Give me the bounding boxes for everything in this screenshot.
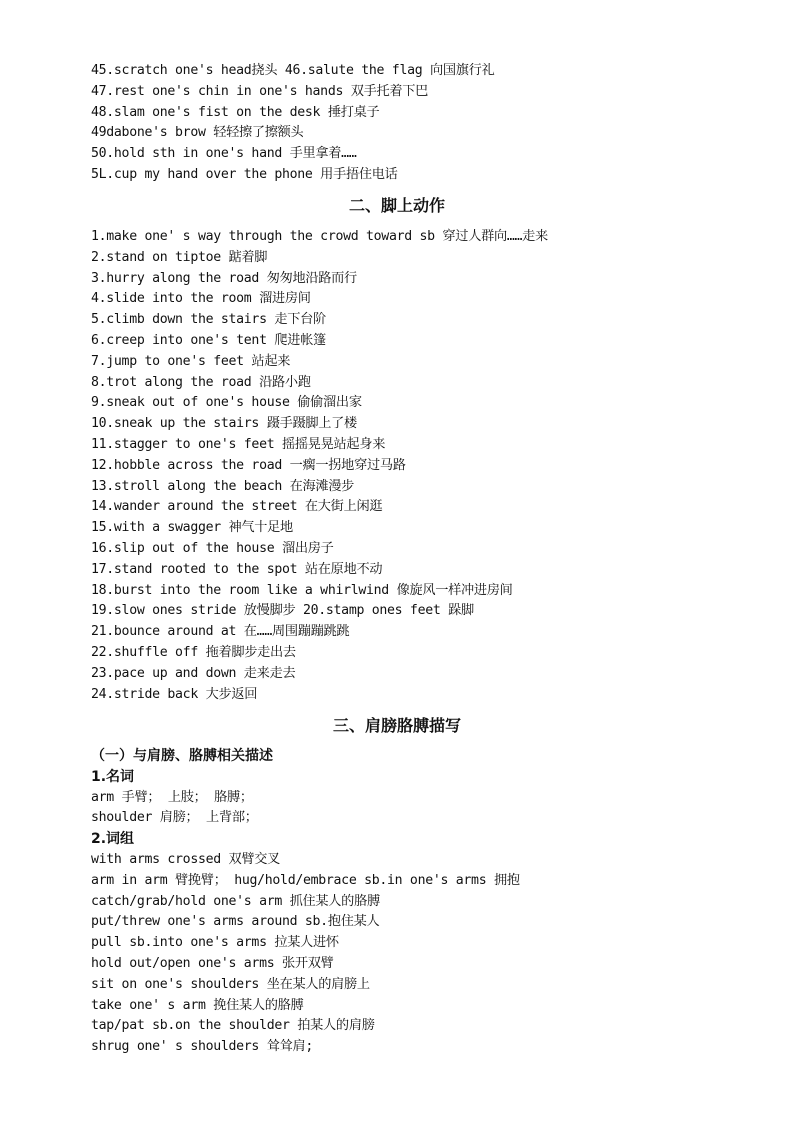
list-item: take one' s arm 挽住某人的胳膊 [91, 997, 304, 1013]
list-item: 17.stand rooted to the spot 站在原地不动 [91, 561, 383, 577]
list-item: tap/pat sb.on the shoulder 拍某人的肩膀 [91, 1018, 375, 1034]
list-item: 4.slide into the room 溜进房间 [91, 291, 311, 307]
list-item: shrug one' s shoulders 耸耸肩; [91, 1039, 314, 1055]
list-item: shoulder 肩膀； 上背部； [91, 810, 258, 826]
list-item: 6.creep into one's tent 爬进帐篷 [91, 332, 326, 348]
list-item: arm in arm 臂挽臂； hug/hold/embrace sb.in one's arms 拥抱 [91, 872, 520, 888]
list-item: 9.sneak out of one's house 偷偷溜出家 [91, 395, 362, 411]
list-item: 5L.cup my hand over the phone 用手捂住电话 [91, 166, 398, 182]
list-item: 14.wander around the street 在大街上闲逛 [91, 499, 383, 515]
list-item: pull sb.into one's arms 拉某人进怀 [91, 935, 339, 951]
list-item: 47.rest one's chin in one's hands 双手托着下巴 [91, 83, 429, 99]
section3-subtitle: （一）与肩膀、胳膊相关描述 [91, 748, 273, 764]
list-item: hold out/open one's arms 张开双臂 [91, 955, 334, 971]
list-item: 12.hobble across the road 一瘸一拐地穿过马路 [91, 457, 406, 473]
section1-tail-list [91, 61, 781, 186]
list-item: catch/grab/hold one's arm 抓住某人的胳膊 [91, 893, 380, 909]
section2-list [91, 227, 781, 705]
list-item: 8.trot along the road 沿路小跑 [91, 374, 311, 390]
list-item: arm 手臂； 上肢； 胳膊； [91, 789, 253, 805]
list-item: 11.stagger to one's feet 摇摇晃晃站起身来 [91, 436, 386, 452]
list-item: 5.climb down the stairs 走下台阶 [91, 312, 326, 328]
list-item: put/threw one's arms around sb.抱住某人 [91, 914, 380, 930]
list-item: 18.burst into the room like a whirlwind 像旋风一样冲进房间 [91, 582, 513, 598]
list-item: 45.scratch one's head挠头 46.salute the flag 向国旗行礼 [91, 63, 495, 78]
list-item: 3.hurry along the road 匆匆地沿路而行 [91, 270, 357, 286]
section3-title: 三、肩膀胳膊描写 [332, 716, 461, 735]
list-item: 15.with a swagger 神气十足地 [91, 520, 293, 536]
phrases-title: 2.词组 [91, 831, 135, 848]
list-item: 49dabone's brow 轻轻擦了擦额头 [91, 125, 304, 141]
list-item: 23.pace up and down 走来走去 [91, 665, 296, 681]
list-item: 50.hold sth in one's hand 手里拿着…… [91, 146, 357, 162]
list-item: 21.bounce around at 在……周围蹦蹦跳跳 [91, 624, 350, 640]
list-item: 48.slam one's fist on the desk 捶打桌子 [91, 104, 380, 120]
list-item: with arms crossed 双臂交叉 [91, 851, 281, 867]
list-item: 10.sneak up the stairs 蹑手蹑脚上了楼 [91, 416, 357, 432]
list-item: 22.shuffle off 拖着脚步走出去 [91, 644, 296, 660]
list-item: 19.slow ones stride 放慢脚步 20.stamp ones feet 跺脚 [91, 603, 474, 619]
list-item: sit on one's shoulders 坐在某人的肩膀上 [91, 976, 370, 992]
list-item: 7.jump to one's feet 站起来 [91, 353, 291, 369]
section3-body [91, 746, 781, 1058]
list-item: 13.stroll along the beach 在海滩漫步 [91, 478, 355, 494]
list-item: 24.stride back 大步返回 [91, 686, 258, 702]
list-item: 2.stand on tiptoe 踮着脚 [91, 249, 268, 265]
list-item: 1.make one' s way through the crowd toward sb 穿过人群向……走来 [91, 229, 548, 244]
nouns-title: 1.名词 [91, 768, 135, 785]
section2-title: 二、脚上动作 [348, 196, 445, 215]
list-item: 16.slip out of the house 溜出房子 [91, 540, 334, 556]
